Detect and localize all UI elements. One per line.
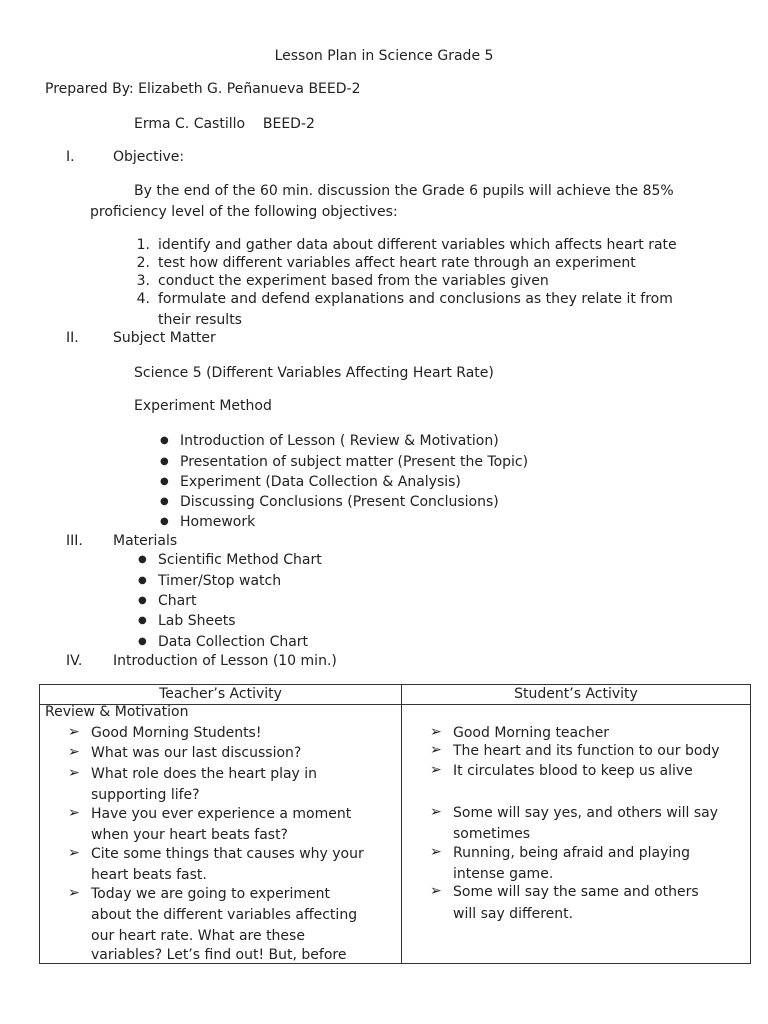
arrow-bullet-icon: ➢ bbox=[68, 744, 80, 760]
bullet-icon: ● bbox=[138, 615, 147, 626]
student-activity-item: Some will say the same and others bbox=[453, 884, 699, 900]
teacher-activity-item: Cite some things that causes why your bbox=[91, 846, 364, 862]
document-title: Lesson Plan in Science Grade 5 bbox=[274, 48, 494, 64]
materials-item: Scientific Method Chart bbox=[158, 552, 322, 568]
objective-number: 1. bbox=[136, 237, 150, 253]
teacher-activity-item: our heart rate. What are these bbox=[91, 928, 305, 944]
bullet-icon: ● bbox=[160, 456, 169, 467]
arrow-bullet-icon: ➢ bbox=[68, 805, 80, 821]
bullet-icon: ● bbox=[160, 435, 169, 446]
student-activity-item: It circulates blood to keep us alive bbox=[453, 763, 693, 779]
subject-list-item: Presentation of subject matter (Present the Topic) bbox=[180, 454, 529, 470]
student-activity-item: The heart and its function to our body bbox=[453, 743, 720, 759]
student-activity-item: Good Morning teacher bbox=[453, 725, 610, 741]
student-activity-header: Student’s Activity bbox=[514, 686, 638, 702]
objective-item: test how different variables affect heart rate through an experiment bbox=[158, 255, 636, 271]
co-author: Erma C. Castillo BEED-2 bbox=[134, 116, 315, 132]
bullet-icon: ● bbox=[160, 496, 169, 507]
student-activity-item: will say different. bbox=[453, 906, 574, 922]
objective-item: formulate and defend explanations and conclusions as they relate it from bbox=[158, 291, 673, 307]
table-column-divider bbox=[401, 685, 402, 963]
teacher-activity-item: variables? Let’s find out! But, before bbox=[91, 947, 347, 963]
objective-item-continuation: their results bbox=[158, 312, 242, 328]
section-heading-introduction: Introduction of Lesson (10 min.) bbox=[113, 653, 337, 669]
student-activity-item: Some will say yes, and others will say bbox=[453, 805, 718, 821]
section-numeral-introduction: IV. bbox=[66, 653, 83, 669]
student-activity-item: intense game. bbox=[453, 866, 554, 882]
objective-number: 2. bbox=[136, 255, 150, 271]
arrow-bullet-icon: ➢ bbox=[430, 742, 442, 758]
student-activity-item: Running, being afraid and playing bbox=[453, 845, 691, 861]
arrow-bullet-icon: ➢ bbox=[430, 724, 442, 740]
teacher-activity-item: about the different variables affecting bbox=[91, 907, 358, 923]
materials-item: Data Collection Chart bbox=[158, 634, 309, 650]
section-heading-objective: Objective: bbox=[113, 149, 185, 165]
subject-list-item: Discussing Conclusions (Present Conclusions) bbox=[180, 494, 499, 510]
teacher-activity-item: Have you ever experience a moment bbox=[91, 806, 352, 822]
materials-item: Chart bbox=[158, 593, 197, 609]
arrow-bullet-icon: ➢ bbox=[430, 762, 442, 778]
teacher-activity-item: Today we are going to experiment bbox=[91, 886, 331, 902]
section-heading-subject-matter: Subject Matter bbox=[113, 330, 216, 346]
bullet-icon: ● bbox=[160, 476, 169, 487]
materials-item: Lab Sheets bbox=[158, 613, 236, 629]
arrow-bullet-icon: ➢ bbox=[68, 845, 80, 861]
arrow-bullet-icon: ➢ bbox=[430, 804, 442, 820]
section-heading-materials: Materials bbox=[113, 533, 178, 549]
bullet-icon: ● bbox=[138, 595, 147, 606]
teacher-activity-item: when your heart beats fast? bbox=[91, 827, 288, 843]
subject-list-item: Introduction of Lesson ( Review & Motivation) bbox=[180, 433, 499, 449]
review-motivation-label: Review & Motivation bbox=[45, 704, 189, 720]
subject-list-item: Homework bbox=[180, 514, 256, 530]
teacher-activity-header: Teacher’s Activity bbox=[159, 686, 282, 702]
subject-list-item: Experiment (Data Collection & Analysis) bbox=[180, 474, 461, 490]
section-numeral-objective: I. bbox=[66, 149, 75, 165]
teacher-activity-item: Good Morning Students! bbox=[91, 725, 262, 741]
bullet-icon: ● bbox=[160, 516, 169, 527]
objective-intro-line-2: proficiency level of the following objectives: bbox=[90, 204, 398, 220]
objective-item: identify and gather data about different variables which affects heart rate bbox=[158, 237, 677, 253]
arrow-bullet-icon: ➢ bbox=[68, 885, 80, 901]
section-numeral-subject-matter: II. bbox=[66, 330, 79, 346]
arrow-bullet-icon: ➢ bbox=[430, 844, 442, 860]
section-numeral-materials: III. bbox=[66, 533, 83, 549]
materials-item: Timer/Stop watch bbox=[158, 573, 282, 589]
objective-item: conduct the experiment based from the variables given bbox=[158, 273, 549, 289]
arrow-bullet-icon: ➢ bbox=[430, 883, 442, 899]
arrow-bullet-icon: ➢ bbox=[68, 724, 80, 740]
bullet-icon: ● bbox=[138, 575, 147, 586]
objective-intro-line-1: By the end of the 60 min. discussion the Grade 6 pupils will achieve the 85% bbox=[134, 183, 674, 199]
objective-number: 3. bbox=[136, 273, 150, 289]
subject-method: Experiment Method bbox=[134, 398, 272, 414]
teacher-activity-item: What role does the heart play in bbox=[91, 766, 318, 782]
subject-topic: Science 5 (Different Variables Affecting Heart Rate) bbox=[134, 365, 494, 381]
student-activity-item: sometimes bbox=[453, 826, 531, 842]
teacher-activity-item: supporting life? bbox=[91, 787, 200, 803]
bullet-icon: ● bbox=[138, 636, 147, 647]
arrow-bullet-icon: ➢ bbox=[68, 765, 80, 781]
teacher-activity-item: What was our last discussion? bbox=[91, 745, 302, 761]
prepared-by: Prepared By: Elizabeth G. Peñanueva BEED-2 bbox=[45, 81, 361, 97]
activity-table bbox=[39, 684, 751, 964]
objective-number: 4. bbox=[136, 291, 150, 307]
bullet-icon: ● bbox=[138, 554, 147, 565]
teacher-activity-item: heart beats fast. bbox=[91, 867, 207, 883]
